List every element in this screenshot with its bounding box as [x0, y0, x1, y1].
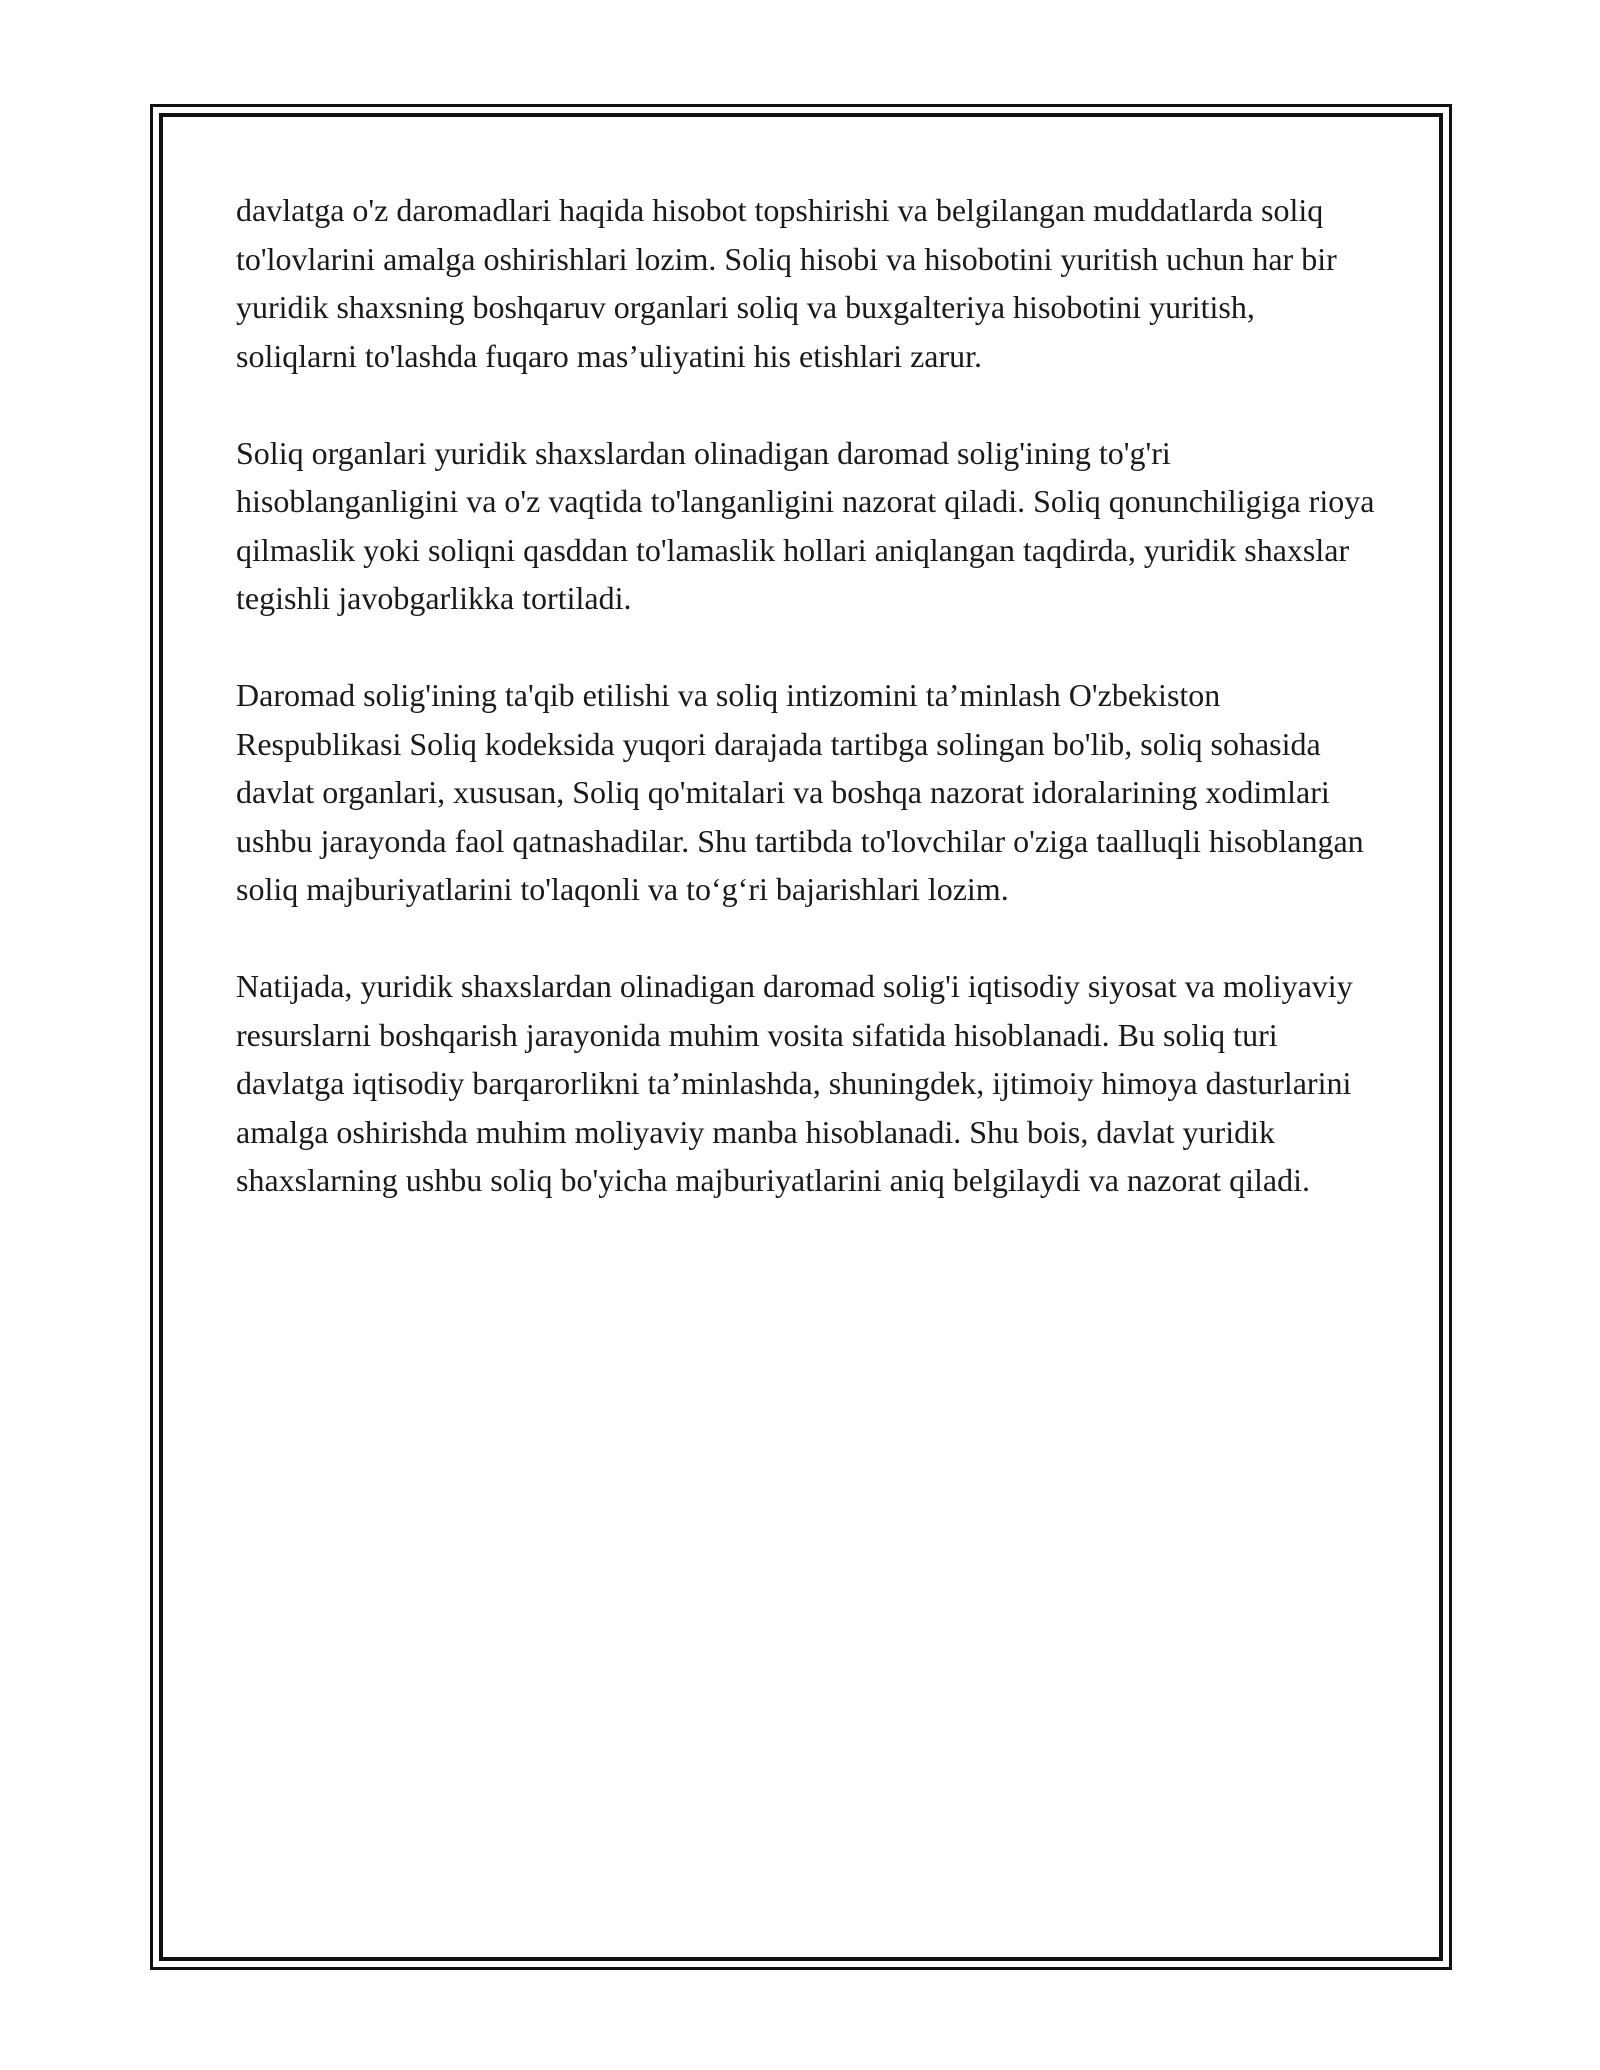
paragraph-3: Daromad solig'ining ta'qib etilishi va soliq intizomini ta’minlash O'zbekiston Respublikasi Soliq kodeksida yuqori darajada tartibga solingan bo'lib, soliq sohasida davlat organlari, xususan, Soliq qo'mitalari va boshqa nazorat idoralarining xodimlari ushbu jarayonda faol qatnashadilar. Shu tartibda to'lovchilar o'ziga taalluqli hisoblangan soliq majburiyatlarini to'laqonli va to‘g‘ri bajarishlari lozim. — [236, 677, 1364, 907]
paragraph-4: Natijada, yuridik shaxslardan olinadigan daromad solig'i iqtisodiy siyosat va moliyaviy resurslarni boshqarish jarayonida muhim vosita sifatida hisoblanadi. Bu soliq turi davlatga iqtisodiy barqarorlikni ta’minlashda, shuningdek, ijtimoiy himoya dasturlarini amalga oshirishda muhim moliyaviy manba hisoblanadi. Shu bois, davlat yuridik shaxslarning ushbu soliq bo'yicha majburiyatlarini aniq belgilaydi va nazorat qiladi. — [236, 968, 1353, 1198]
document-body — [236, 186, 1376, 1253]
paragraph-1: davlatga o'z daromadlari haqida hisobot topshirishi va belgilangan muddatlarda soliq to'lovlarini amalga oshirishlari lozim. Soliq hisobi va hisobotini yuritish uchun har bir yuridik shaxsning boshqaruv organlari soliq va buxgalteriya hisobotini yuritish, soliqlarni to'lashda fuqaro mas’uliyatini his etishlari zarur. — [236, 192, 1337, 374]
paragraph-2: Soliq organlari yuridik shaxslardan olinadigan daromad solig'ining to'g'ri hisoblanganligini va o'z vaqtida to'langanligini nazorat qiladi. Soliq qonunchiligiga rioya qilmaslik yoki soliqni qasddan to'lamaslik hollari aniqlangan taqdirda, yuridik shaxslar tegishli javobgarlikka tortiladi. — [236, 434, 1375, 616]
